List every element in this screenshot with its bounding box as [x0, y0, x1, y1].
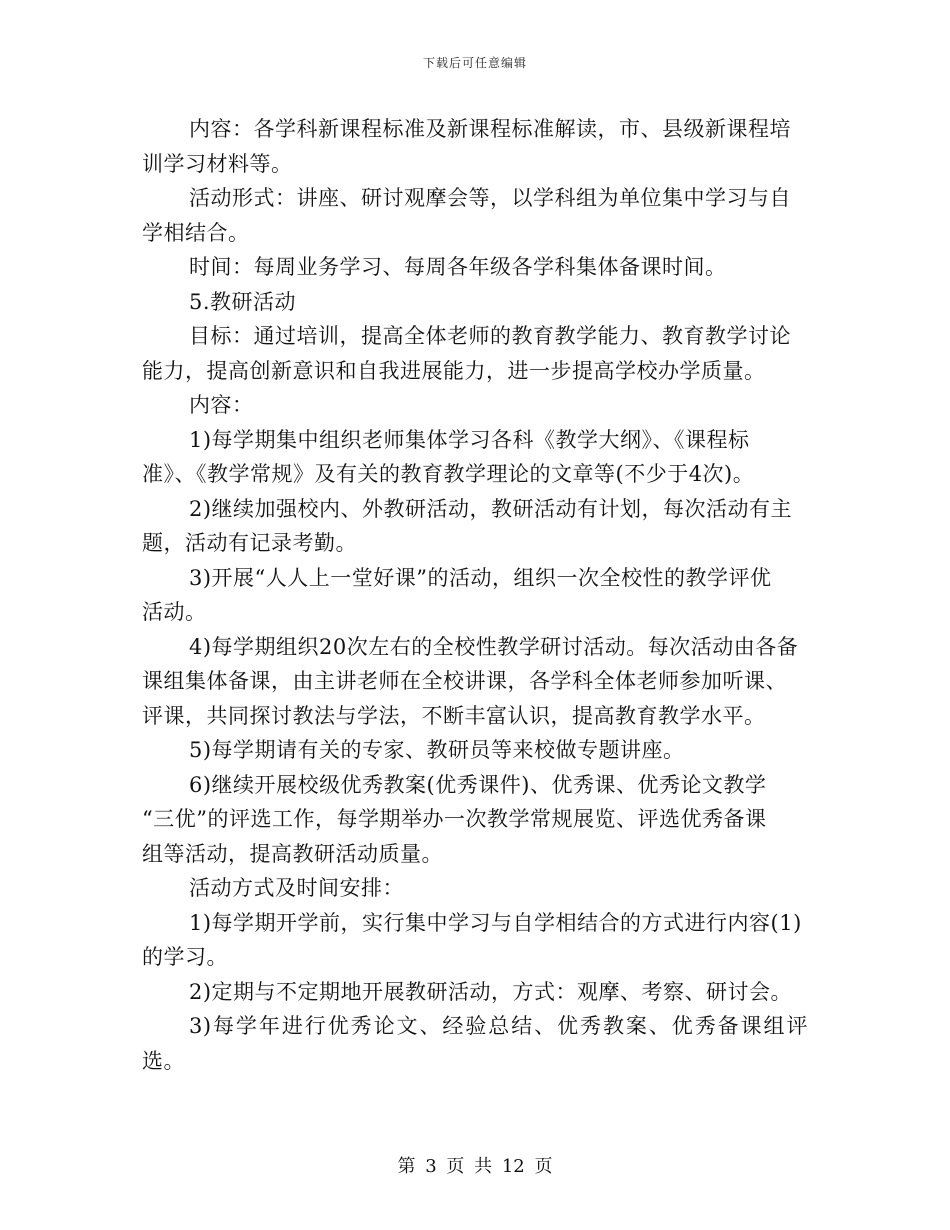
- body-text-line: 2)继续加强校内、外教研活动，教研活动有计划，每次活动有主: [189, 496, 793, 521]
- body-text-line: 学相结合。: [142, 220, 250, 245]
- body-text-line: 1)每学期开学前，实行集中学习与自学相结合的方式进行内容(1): [189, 910, 802, 935]
- page-number-footer: 第 3 页 共 12 页: [397, 1156, 553, 1177]
- body-text-line: 内容：各学科新课程标准及新课程标准解读，市、县级新课程培: [189, 117, 791, 141]
- body-text-line: 5.教研活动: [189, 289, 297, 314]
- body-text-line: 能力，提高创新意识和自我进展能力，进一步提高学校办学质量。: [142, 358, 766, 383]
- body-text-line: 内容：: [189, 393, 254, 417]
- body-text-line: 准》、《教学常规》及有关的教育教学理论的文章等(不少于4次)。: [142, 462, 755, 486]
- body-text-line: 题，活动有记录考勤。: [142, 531, 357, 555]
- body-text-line: 3)开展“人人上一堂好课”的活动，组织一次全校性的教学评优: [189, 565, 772, 590]
- body-text-line: 3)每学年进行优秀论文、经验总结、优秀教案、优秀备课组评选。: [142, 1014, 808, 1073]
- body-text-line: 时间：每周业务学习、每周各年级各学科集体备课时间。: [189, 255, 727, 279]
- body-text-line: “三优”的评选工作，每学期举办一次教学常规展览、评选优秀备课: [142, 807, 767, 831]
- body-text-line: 6)继续开展校级优秀教案(优秀课件)、优秀课、优秀论文教学: [189, 772, 767, 797]
- body-text-line: 活动形式：讲座、研讨观摩会等，以学科组为单位集中学习与自: [189, 186, 791, 210]
- body-text-line: 活动方式及时间安排：: [189, 876, 404, 900]
- body-text-line: 2)定期与不定期地开展教研活动，方式：观摩、考察、研讨会。: [189, 979, 793, 1004]
- page-header: 下载后可任意编辑: [422, 56, 527, 70]
- body-text-line: 4)每学期组织20次左右的全校性教学研讨活动。每次活动由各备: [189, 634, 799, 659]
- body-text-line: 1)每学期集中组织老师集体学习各科《教学大纲》、《课程标: [189, 427, 750, 452]
- body-text-line: 组等活动，提高教研活动质量。: [142, 841, 443, 866]
- body-text-line: 的学习。: [142, 945, 228, 969]
- body-text-line: 目标：通过培训，提高全体老师的教育教学能力、教育教学讨论: [189, 324, 791, 348]
- body-text-line: 训学习材料等。: [142, 151, 293, 176]
- body-text-line: 评课，共同探讨教法与学法，不断丰富认识，提高教育教学水平。: [142, 703, 766, 728]
- document-body: [142, 112, 808, 1078]
- body-text-line: 5)每学期请有关的专家、教研员等来校做专题讲座。: [189, 738, 685, 762]
- body-text-line: 课组集体备课，由主讲老师在全校讲课，各学科全体老师参加听课、: [142, 669, 787, 693]
- body-text-line: 活动。: [142, 600, 207, 624]
